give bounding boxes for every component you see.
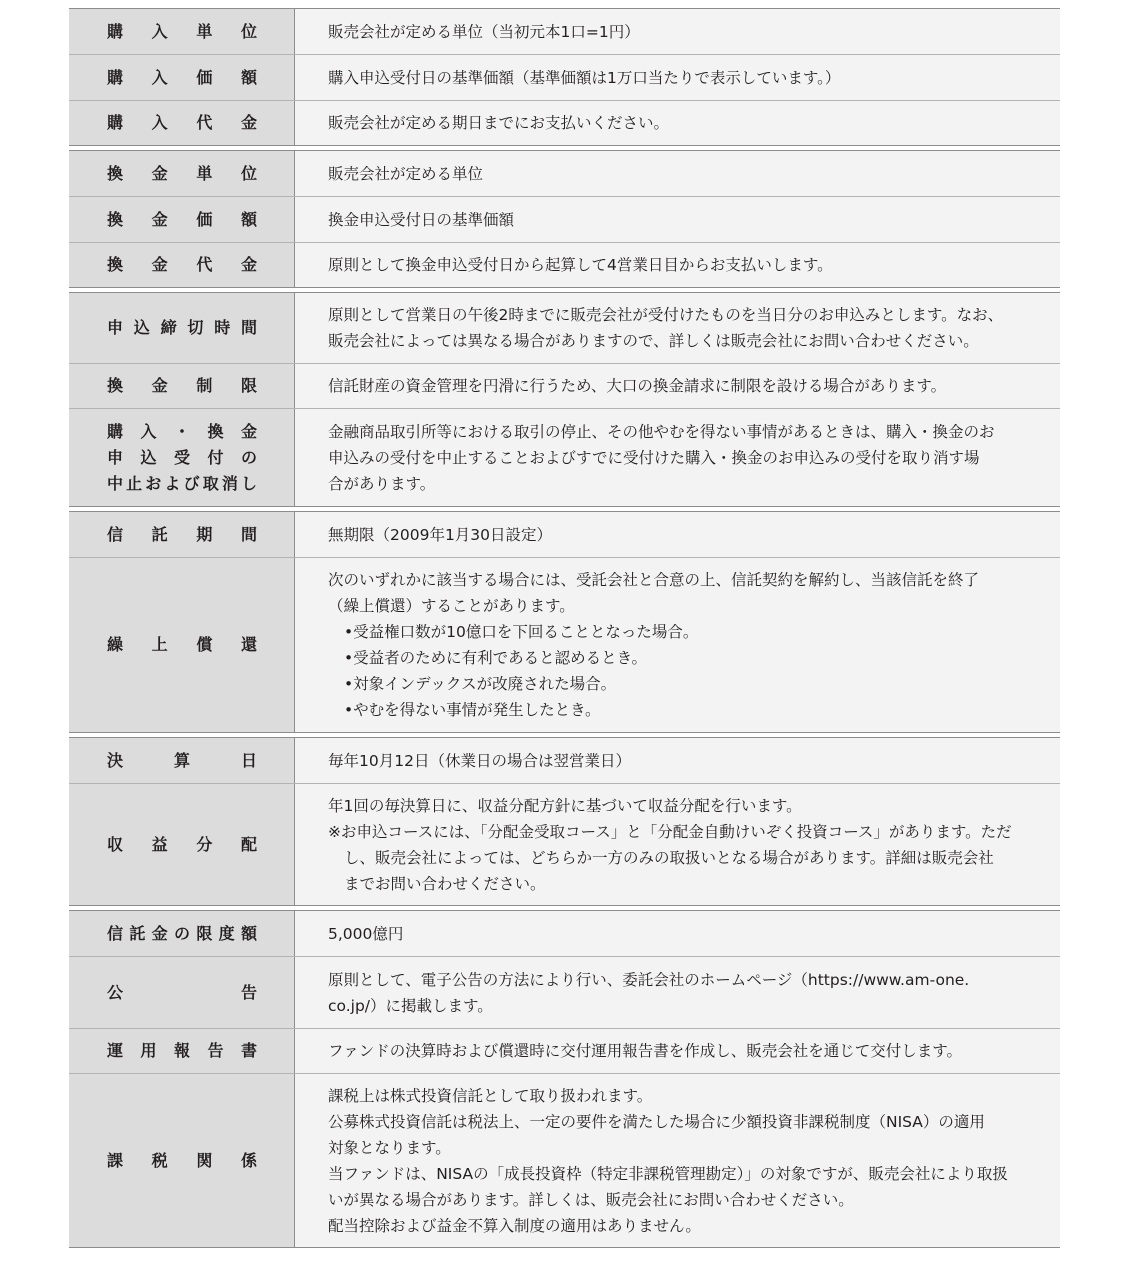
table-row xyxy=(69,1028,1060,1073)
table-row xyxy=(69,911,1060,956)
table-row xyxy=(69,363,1060,408)
list-item: •受益権口数が10億口を下回ることとなった場合。 xyxy=(344,623,699,641)
application-group xyxy=(69,292,1060,507)
row-label: 申込締切時間 xyxy=(69,293,295,363)
table-row xyxy=(69,196,1060,242)
table-row xyxy=(69,9,1060,54)
list-item: •受益者のために有利であると認めるとき。 xyxy=(344,649,648,667)
row-label: 課 税 関 係 xyxy=(69,1074,295,1247)
row-value: 毎年10月12日（休業日の場合は翌営業日） xyxy=(295,738,1060,783)
row-label: 購 入 代 金 xyxy=(69,101,295,145)
row-label: 換 金 代 金 xyxy=(69,243,295,287)
purchase-group xyxy=(69,8,1060,146)
row-value: 購入申込受付日の基準価額（基準価額は1万口当たりで表示しています。） xyxy=(295,55,1060,100)
row-value: 無期限（2009年1月30日設定） xyxy=(295,512,1060,557)
row-label: 信 託 期 間 xyxy=(69,512,295,557)
table-row xyxy=(69,408,1060,506)
list-item: •対象インデックスが改廃された場合。 xyxy=(344,675,617,693)
row-value: 販売会社が定める単位 xyxy=(295,151,1060,196)
table-row xyxy=(69,100,1060,145)
row-label: 収 益 分 配 xyxy=(69,784,295,905)
row-value: 課税上は株式投資信託として取り扱われます。 公募株式投資信託は税法上、一定の要件を満たした場合に少額投資非課税制度（NISA）の適用 対象となります。 当ファンドは、NISAの「成長投資枠（特定非課税管理勘定）」の対象ですが、販売会社により取扱 いが異なる場合があります。詳しくは、販売会社にお問い合わせください。 配当控除および益金不算入制度の適用はありません。 xyxy=(295,1074,1060,1247)
row-value: 販売会社が定める期日までにお支払いください。 xyxy=(295,101,1060,145)
table-row xyxy=(69,956,1060,1028)
table-row xyxy=(69,557,1060,732)
row-label: 運用報告書 xyxy=(69,1029,295,1073)
fund-terms-table xyxy=(69,8,1060,1248)
row-label: 換 金 価 額 xyxy=(69,197,295,242)
row-label: 購入・換金 申込受付の 中止および取消し xyxy=(69,409,295,506)
row-value: 原則として、電子公告の方法により行い、委託会社のホームページ（https://www.am-one. co.jp/）に掲載します。 xyxy=(295,957,1060,1028)
table-row xyxy=(69,783,1060,905)
row-value: 金融商品取引所等における取引の停止、その他やむを得ない事情があるときは、購入・換金のお 申込みの受付を中止することおよびすでに受付けた購入・換金のお申込みの受付を取り消す場 合があります。 xyxy=(295,409,1060,506)
row-value: 原則として営業日の午後2時までに販売会社が受付けたものを当日分のお申込みとします。なお、 販売会社によっては異なる場合がありますので、詳しくは販売会社にお問い合わせください。 xyxy=(295,293,1060,363)
row-label: 購 入 価 額 xyxy=(69,55,295,100)
settlement-group xyxy=(69,737,1060,906)
row-label: 決 算 日 xyxy=(69,738,295,783)
table-row xyxy=(69,242,1060,287)
table-row xyxy=(69,1073,1060,1247)
row-label: 換 金 単 位 xyxy=(69,151,295,196)
misc-group xyxy=(69,910,1060,1248)
list-item: •やむを得ない事情が発生したとき。 xyxy=(344,701,601,719)
table-row xyxy=(69,738,1060,783)
row-label: 信託金の限度額 xyxy=(69,911,295,956)
table-row xyxy=(69,151,1060,196)
redemption-group xyxy=(69,150,1060,288)
row-label: 公 告 xyxy=(69,957,295,1028)
table-row xyxy=(69,293,1060,363)
row-label: 購 入 単 位 xyxy=(69,9,295,54)
row-value: 原則として換金申込受付日から起算して4営業日目からお支払いします。 xyxy=(295,243,1060,287)
row-value: 販売会社が定める単位（当初元本1口=1円） xyxy=(295,9,1060,54)
row-label: 換 金 制 限 xyxy=(69,364,295,408)
row-value: 年1回の毎決算日に、収益分配方針に基づいて収益分配を行います。 ※お申込コースには、「分配金受取コース」と「分配金自動けいぞく投資コース」があります。ただ し、販売会社によっては、どちらか一方のみの取扱いとなる場合があります。詳細は販売会社 までお問い合わせください。 xyxy=(295,784,1060,905)
row-value: 信託財産の資金管理を円滑に行うため、大口の換金請求に制限を設ける場合があります。 xyxy=(295,364,1060,408)
row-value: 5,000億円 xyxy=(295,911,1060,956)
row-value: ファンドの決算時および償還時に交付運用報告書を作成し、販売会社を通じて交付します。 xyxy=(295,1029,1060,1073)
row-value: 換金申込受付日の基準価額 xyxy=(295,197,1060,242)
row-value: 次のいずれかに該当する場合には、受託会社と合意の上、信託契約を解約し、当該信託を終了 （繰上償還）することがあります。 •受益権口数が10億口を下回ることとなった場合。 •受益者のために有利であると認めるとき。 •対象インデックスが改廃された場合。 •やむを得ない事情が発生したとき。 xyxy=(295,558,1060,732)
table-row xyxy=(69,54,1060,100)
trust-term-group xyxy=(69,511,1060,733)
row-label: 繰 上 償 還 xyxy=(69,558,295,732)
table-row xyxy=(69,512,1060,557)
